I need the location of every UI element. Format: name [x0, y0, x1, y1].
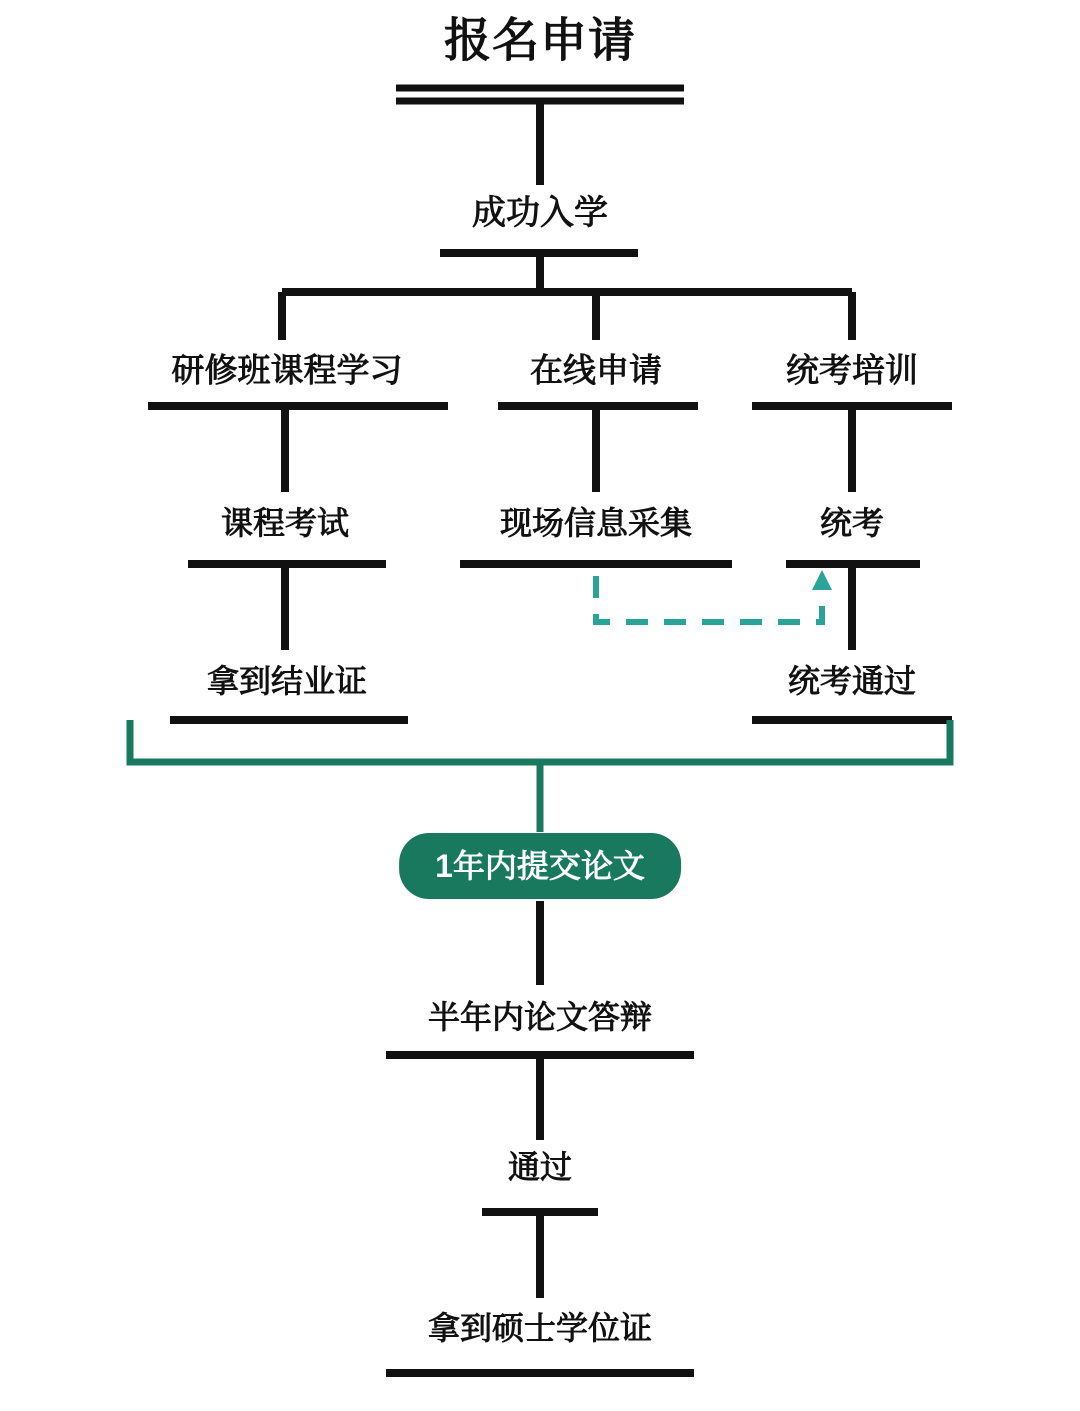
node-thesis-submission: 1年内提交论文	[399, 833, 681, 899]
node-onsite-info: 现场信息采集	[499, 505, 693, 541]
node-exam-passed: 统考通过	[787, 663, 917, 699]
node-online-application: 在线申请	[530, 351, 662, 389]
node-thesis-defense: 半年内论文答辩	[427, 999, 653, 1035]
edge-onsiteinfo-unifiedexam-dashed	[596, 576, 822, 622]
arrowhead-icon	[812, 570, 832, 590]
node-passed: 通过	[507, 1149, 573, 1185]
node-completion-certificate: 拿到结业证	[206, 663, 368, 699]
node-exam-training: 统考培训	[786, 351, 918, 389]
node-course-exam: 课程考试	[220, 505, 350, 541]
node-course-study: 研修班课程学习	[171, 351, 403, 389]
node-master-degree: 拿到硕士学位证	[427, 1310, 653, 1346]
edge-merge-bracket	[130, 720, 950, 762]
node-apply: 报名申请	[444, 13, 636, 67]
node-unified-exam: 统考	[819, 505, 885, 541]
node-enrolled: 成功入学	[472, 194, 608, 232]
